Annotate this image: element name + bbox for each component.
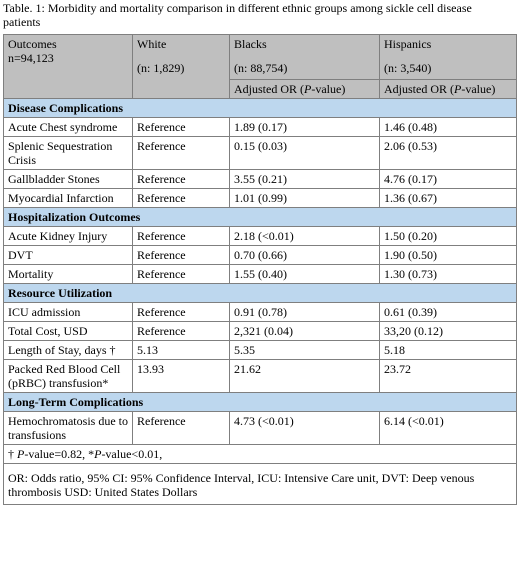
table-row [4, 412, 517, 445]
table-caption: Table. 1: Morbidity and mortality comparison in different ethnic groups among sickle cell disease patients [3, 1, 472, 29]
white-cell: Reference [133, 265, 230, 284]
table-row [4, 118, 517, 137]
blacks-cell: 3.55 (0.21) [230, 170, 380, 189]
header-outcomes [4, 35, 133, 99]
section-title: Resource Utilization [4, 284, 517, 303]
table-row [4, 189, 517, 208]
footnote-pvalues: † P-value=0.82, *P-value<0.01, [4, 445, 517, 464]
header-blacks-adjusted: Adjusted OR (P-value) [230, 79, 379, 96]
white-cell: Reference [133, 118, 230, 137]
outcome-cell: Length of Stay, days † [4, 341, 133, 360]
table-row [4, 137, 517, 170]
table-row [4, 341, 517, 360]
table-row [4, 170, 517, 189]
white-cell: Reference [133, 246, 230, 265]
white-cell: Reference [133, 170, 230, 189]
blacks-cell: 2,321 (0.04) [230, 322, 380, 341]
table-row [4, 303, 517, 322]
hispanics-cell: 5.18 [380, 341, 517, 360]
blacks-cell: 0.15 (0.03) [230, 137, 380, 170]
blacks-cell: 4.73 (<0.01) [230, 412, 380, 445]
blacks-cell: 2.18 (<0.01) [230, 227, 380, 246]
blacks-cell: 1.01 (0.99) [230, 189, 380, 208]
hispanics-cell: 23.72 [380, 360, 517, 393]
section-header-row [4, 99, 517, 118]
blacks-cell: 5.35 [230, 341, 380, 360]
white-cell: Reference [133, 137, 230, 170]
hispanics-cell: 4.76 (0.17) [380, 170, 517, 189]
header-hispanics-label: Hispanics [384, 37, 432, 51]
blacks-cell: 21.62 [230, 360, 380, 393]
blacks-cell: 0.70 (0.66) [230, 246, 380, 265]
header-hispanics-n: (n: 3,540) [384, 61, 432, 75]
hispanics-cell: 1.46 (0.48) [380, 118, 517, 137]
outcome-cell: Mortality [4, 265, 133, 284]
table-row [4, 322, 517, 341]
blacks-cell: 0.91 (0.78) [230, 303, 380, 322]
footnote-abbreviations: OR: Odds ratio, 95% CI: 95% Confidence Interval, ICU: Intensive Care unit, DVT: Deep venous thrombosis USD: United States Dollars [4, 464, 517, 505]
outcome-cell: ICU admission [4, 303, 133, 322]
table-header-row [4, 35, 517, 99]
blacks-cell: 1.89 (0.17) [230, 118, 380, 137]
footnote-row-pvalues [4, 445, 517, 464]
hispanics-cell: 33,20 (0.12) [380, 322, 517, 341]
header-n-total: n=94,123 [8, 51, 54, 65]
table-row [4, 227, 517, 246]
header-white [133, 35, 230, 99]
table-row [4, 360, 517, 393]
header-outcomes-label: Outcomes [8, 37, 57, 51]
section-title: Hospitalization Outcomes [4, 208, 517, 227]
table-row [4, 246, 517, 265]
hispanics-cell: 1.36 (0.67) [380, 189, 517, 208]
section-title: Long-Term Complications [4, 393, 517, 412]
outcome-cell: Splenic Sequestration Crisis [4, 137, 133, 170]
section-header-row [4, 284, 517, 303]
white-cell: Reference [133, 412, 230, 445]
outcome-cell: Acute Kidney Injury [4, 227, 133, 246]
header-hispanics [380, 35, 517, 99]
header-blacks [230, 35, 380, 99]
hispanics-cell: 1.50 (0.20) [380, 227, 517, 246]
outcome-cell: Packed Red Blood Cell (pRBC) transfusion* [4, 360, 133, 393]
section-header-row [4, 208, 517, 227]
hispanics-cell: 1.30 (0.73) [380, 265, 517, 284]
blacks-cell: 1.55 (0.40) [230, 265, 380, 284]
white-cell: Reference [133, 303, 230, 322]
outcome-cell: DVT [4, 246, 133, 265]
outcome-cell: Acute Chest syndrome [4, 118, 133, 137]
hispanics-cell: 2.06 (0.53) [380, 137, 517, 170]
table-row [4, 265, 517, 284]
white-cell: 13.93 [133, 360, 230, 393]
outcome-cell: Myocardial Infarction [4, 189, 133, 208]
header-white-label: White [137, 37, 167, 51]
white-cell: Reference [133, 322, 230, 341]
hispanics-cell: 6.14 (<0.01) [380, 412, 517, 445]
outcome-cell: Gallbladder Stones [4, 170, 133, 189]
outcome-cell: Hemochromatosis due to transfusions [4, 412, 133, 445]
white-cell: Reference [133, 189, 230, 208]
white-cell: Reference [133, 227, 230, 246]
section-title: Disease Complications [4, 99, 517, 118]
header-hispanics-adjusted: Adjusted OR (P-value) [380, 79, 516, 96]
hispanics-cell: 1.90 (0.50) [380, 246, 517, 265]
hispanics-cell: 0.61 (0.39) [380, 303, 517, 322]
white-cell: 5.13 [133, 341, 230, 360]
header-blacks-label: Blacks [234, 37, 267, 51]
outcome-cell: Total Cost, USD [4, 322, 133, 341]
header-blacks-n: (n: 88,754) [234, 61, 288, 75]
outcomes-table [3, 34, 517, 505]
footnote-row-abbreviations [4, 464, 517, 505]
section-header-row [4, 393, 517, 412]
header-white-n: (n: 1,829) [137, 61, 185, 75]
